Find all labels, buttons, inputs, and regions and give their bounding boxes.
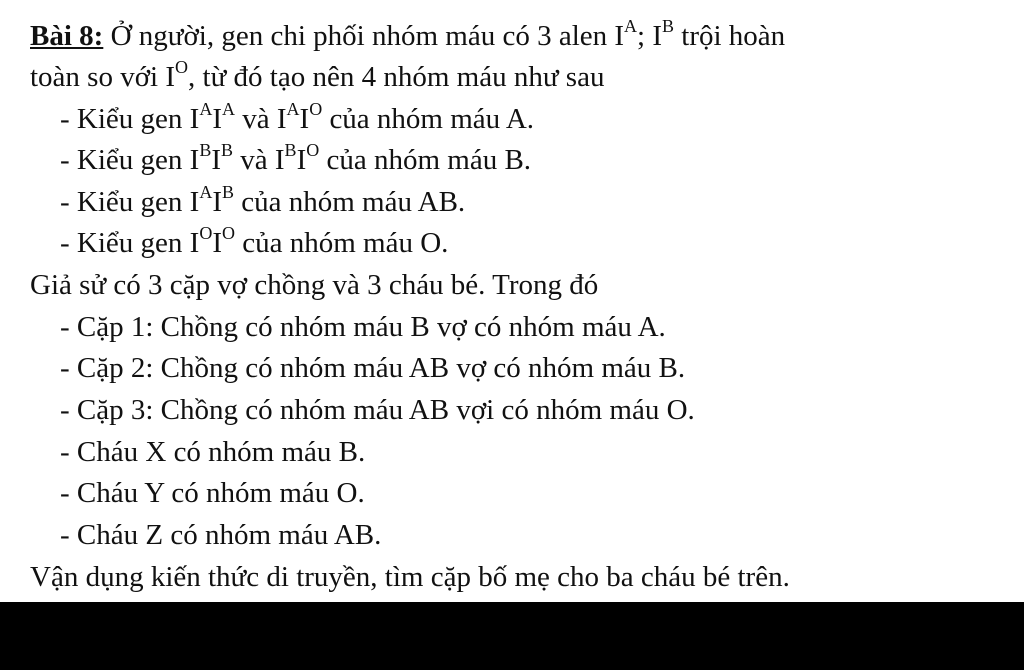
text-segment: I xyxy=(212,103,222,135)
couple-2-line: - Cặp 2: Chồng có nhóm máu AB vợ có nhóm máu B. xyxy=(60,352,686,384)
text-segment: , từ đó tạo nên 4 nhóm máu như sau xyxy=(188,61,605,93)
text-segment: I xyxy=(212,186,222,218)
text-segment: - Kiểu gen I xyxy=(60,144,200,176)
superscript: B xyxy=(199,140,212,161)
couple-3-line: - Cặp 3: Chồng có nhóm máu AB vợi có nhóm máu O. xyxy=(60,394,695,426)
superscript: A xyxy=(199,182,213,203)
child-y-line: - Cháu Y có nhóm máu O. xyxy=(60,477,365,509)
superscript: B xyxy=(221,182,234,203)
superscript: A xyxy=(286,99,300,120)
text-segment: - Kiểu gen I xyxy=(60,103,200,135)
genotype-line-o xyxy=(60,225,448,261)
text-segment: ; I xyxy=(637,20,663,52)
text-segment: của nhóm máu B. xyxy=(319,144,532,176)
text-segment: toàn so với I xyxy=(30,61,176,93)
scenario-line: Giả sử có 3 cặp vợ chồng và 3 cháu bé. Trong đó xyxy=(30,269,599,301)
text-segment: trội hoàn xyxy=(674,20,786,52)
bottom-black-bar xyxy=(0,602,1024,670)
text-segment: I xyxy=(299,103,310,135)
superscript: O xyxy=(309,99,323,120)
genotype-line-a xyxy=(60,101,534,137)
problem-label: Bài 8: xyxy=(30,20,104,52)
superscript: O xyxy=(306,140,320,161)
superscript: A xyxy=(199,99,213,120)
couple-1-line: - Cặp 1: Chồng có nhóm máu B vợ có nhóm máu A. xyxy=(60,311,666,343)
text-segment: và I xyxy=(234,103,287,135)
child-x-line: - Cháu X có nhóm máu B. xyxy=(60,436,366,468)
superscript: B xyxy=(221,140,234,161)
text-segment: I xyxy=(211,144,221,176)
text-segment: của nhóm máu O. xyxy=(234,227,449,259)
text-segment: và I xyxy=(233,144,285,176)
text-segment: của nhóm máu AB. xyxy=(234,186,466,218)
superscript: B xyxy=(662,16,675,37)
superscript: B xyxy=(284,140,297,161)
question-line: Vận dụng kiến thức di truyền, tìm cặp bố mẹ cho ba cháu bé trên. xyxy=(30,561,790,593)
intro-line-2 xyxy=(30,59,604,95)
intro-line-1 xyxy=(30,18,785,54)
text-segment: của nhóm máu A. xyxy=(322,103,535,135)
superscript: A xyxy=(221,99,235,120)
genotype-line-ab xyxy=(60,184,465,220)
superscript: O xyxy=(199,223,213,244)
genotype-line-b xyxy=(60,142,531,178)
superscript: O xyxy=(175,57,189,78)
text-segment: - Kiểu gen I xyxy=(60,186,200,218)
child-z-line: - Cháu Z có nhóm máu AB. xyxy=(60,519,382,551)
text-segment: I xyxy=(212,227,222,259)
superscript: O xyxy=(221,223,235,244)
text-segment: I xyxy=(296,144,307,176)
text-segment: Ở người, gen chi phối nhóm máu có 3 alen I xyxy=(103,20,625,52)
text-segment: - Kiểu gen I xyxy=(60,227,200,259)
superscript: A xyxy=(624,16,638,37)
